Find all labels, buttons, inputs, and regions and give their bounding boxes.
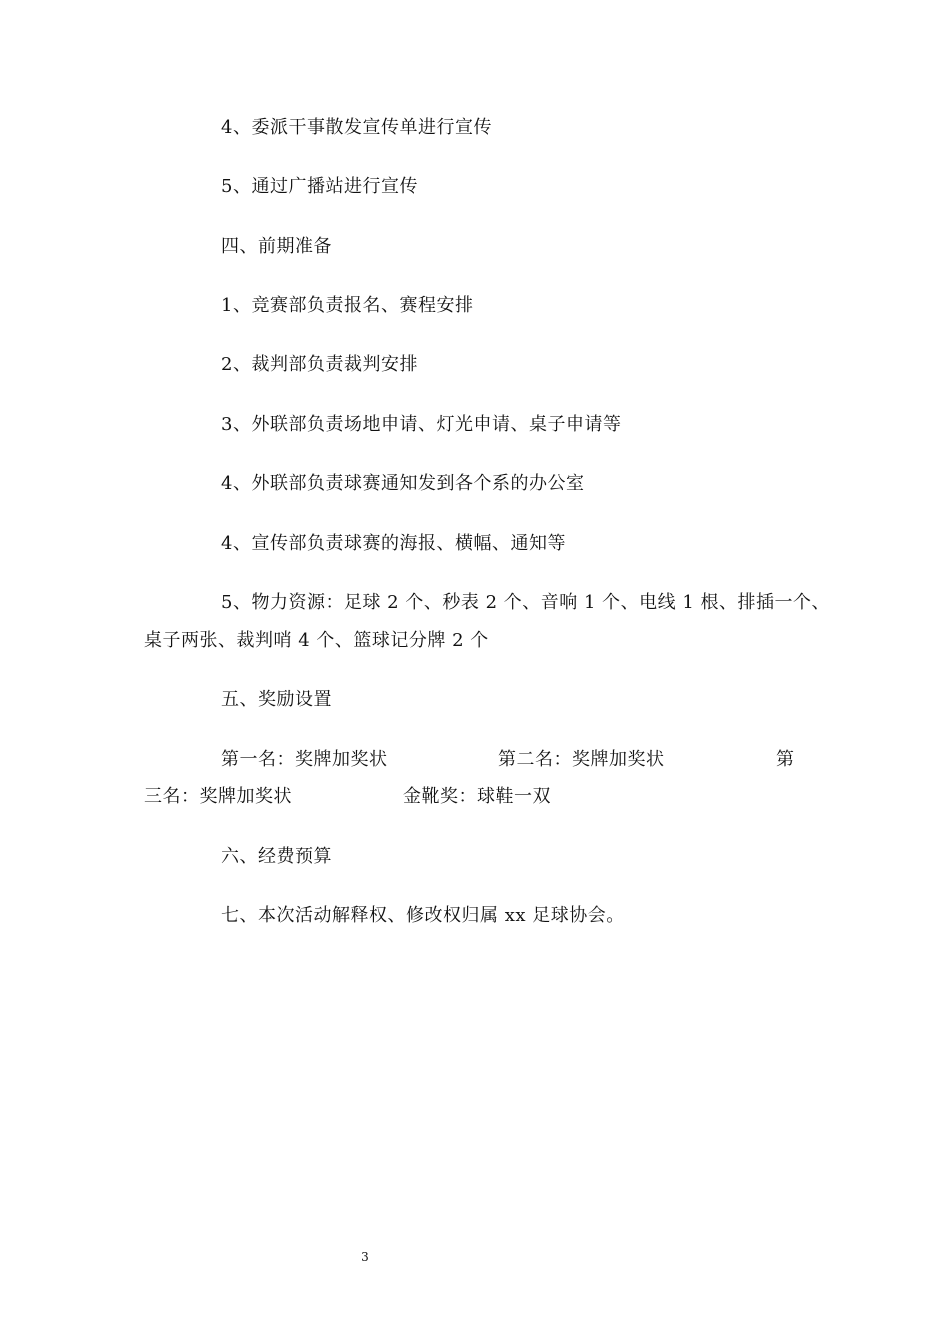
page-number: 3 (361, 1250, 369, 1264)
reward-third-place: 三名：奖牌加奖状 (144, 786, 292, 807)
paragraph-liaison-venue: 3、外联部负责场地申请、灯光申请、桌子申请等 (221, 414, 622, 435)
reward-first-place: 第一名：奖牌加奖状 (221, 749, 388, 770)
section-heading-rewards: 五、奖励设置 (221, 689, 332, 710)
paragraph-competition-department: 1、竞赛部负责报名、赛程安排 (221, 295, 474, 316)
paragraph-referee-department: 2、裁判部负责裁判安排 (221, 354, 418, 375)
section-heading-budget: 六、经费预算 (221, 846, 332, 867)
reward-second-place: 第二名：奖牌加奖状 (498, 749, 665, 770)
paragraph-liaison-notice: 4、外联部负责球赛通知发到各个系的办公室 (221, 473, 585, 494)
paragraph-publicity-materials: 4、宣传部负责球赛的海报、横幅、通知等 (221, 533, 566, 554)
section-heading-preparation: 四、前期准备 (221, 236, 332, 257)
paragraph-resources-line-1: 5、物力资源：足球 2 个、秒表 2 个、音响 1 个、电线 1 根、排插一个、 (221, 592, 831, 613)
reward-golden-boot: 金靴奖：球鞋一双 (403, 786, 551, 807)
paragraph-resources-line-2: 桌子两张、裁判哨 4 个、篮球记分牌 2 个 (144, 630, 489, 651)
reward-third-place-prefix: 第 (776, 749, 795, 770)
paragraph-interpretation-rights: 七、本次活动解释权、修改权归属 xx 足球协会。 (221, 905, 625, 926)
paragraph-publicity-broadcast: 5、通过广播站进行宣传 (221, 176, 418, 197)
paragraph-publicity-flyers: 4、委派干事散发宣传单进行宣传 (221, 117, 492, 138)
